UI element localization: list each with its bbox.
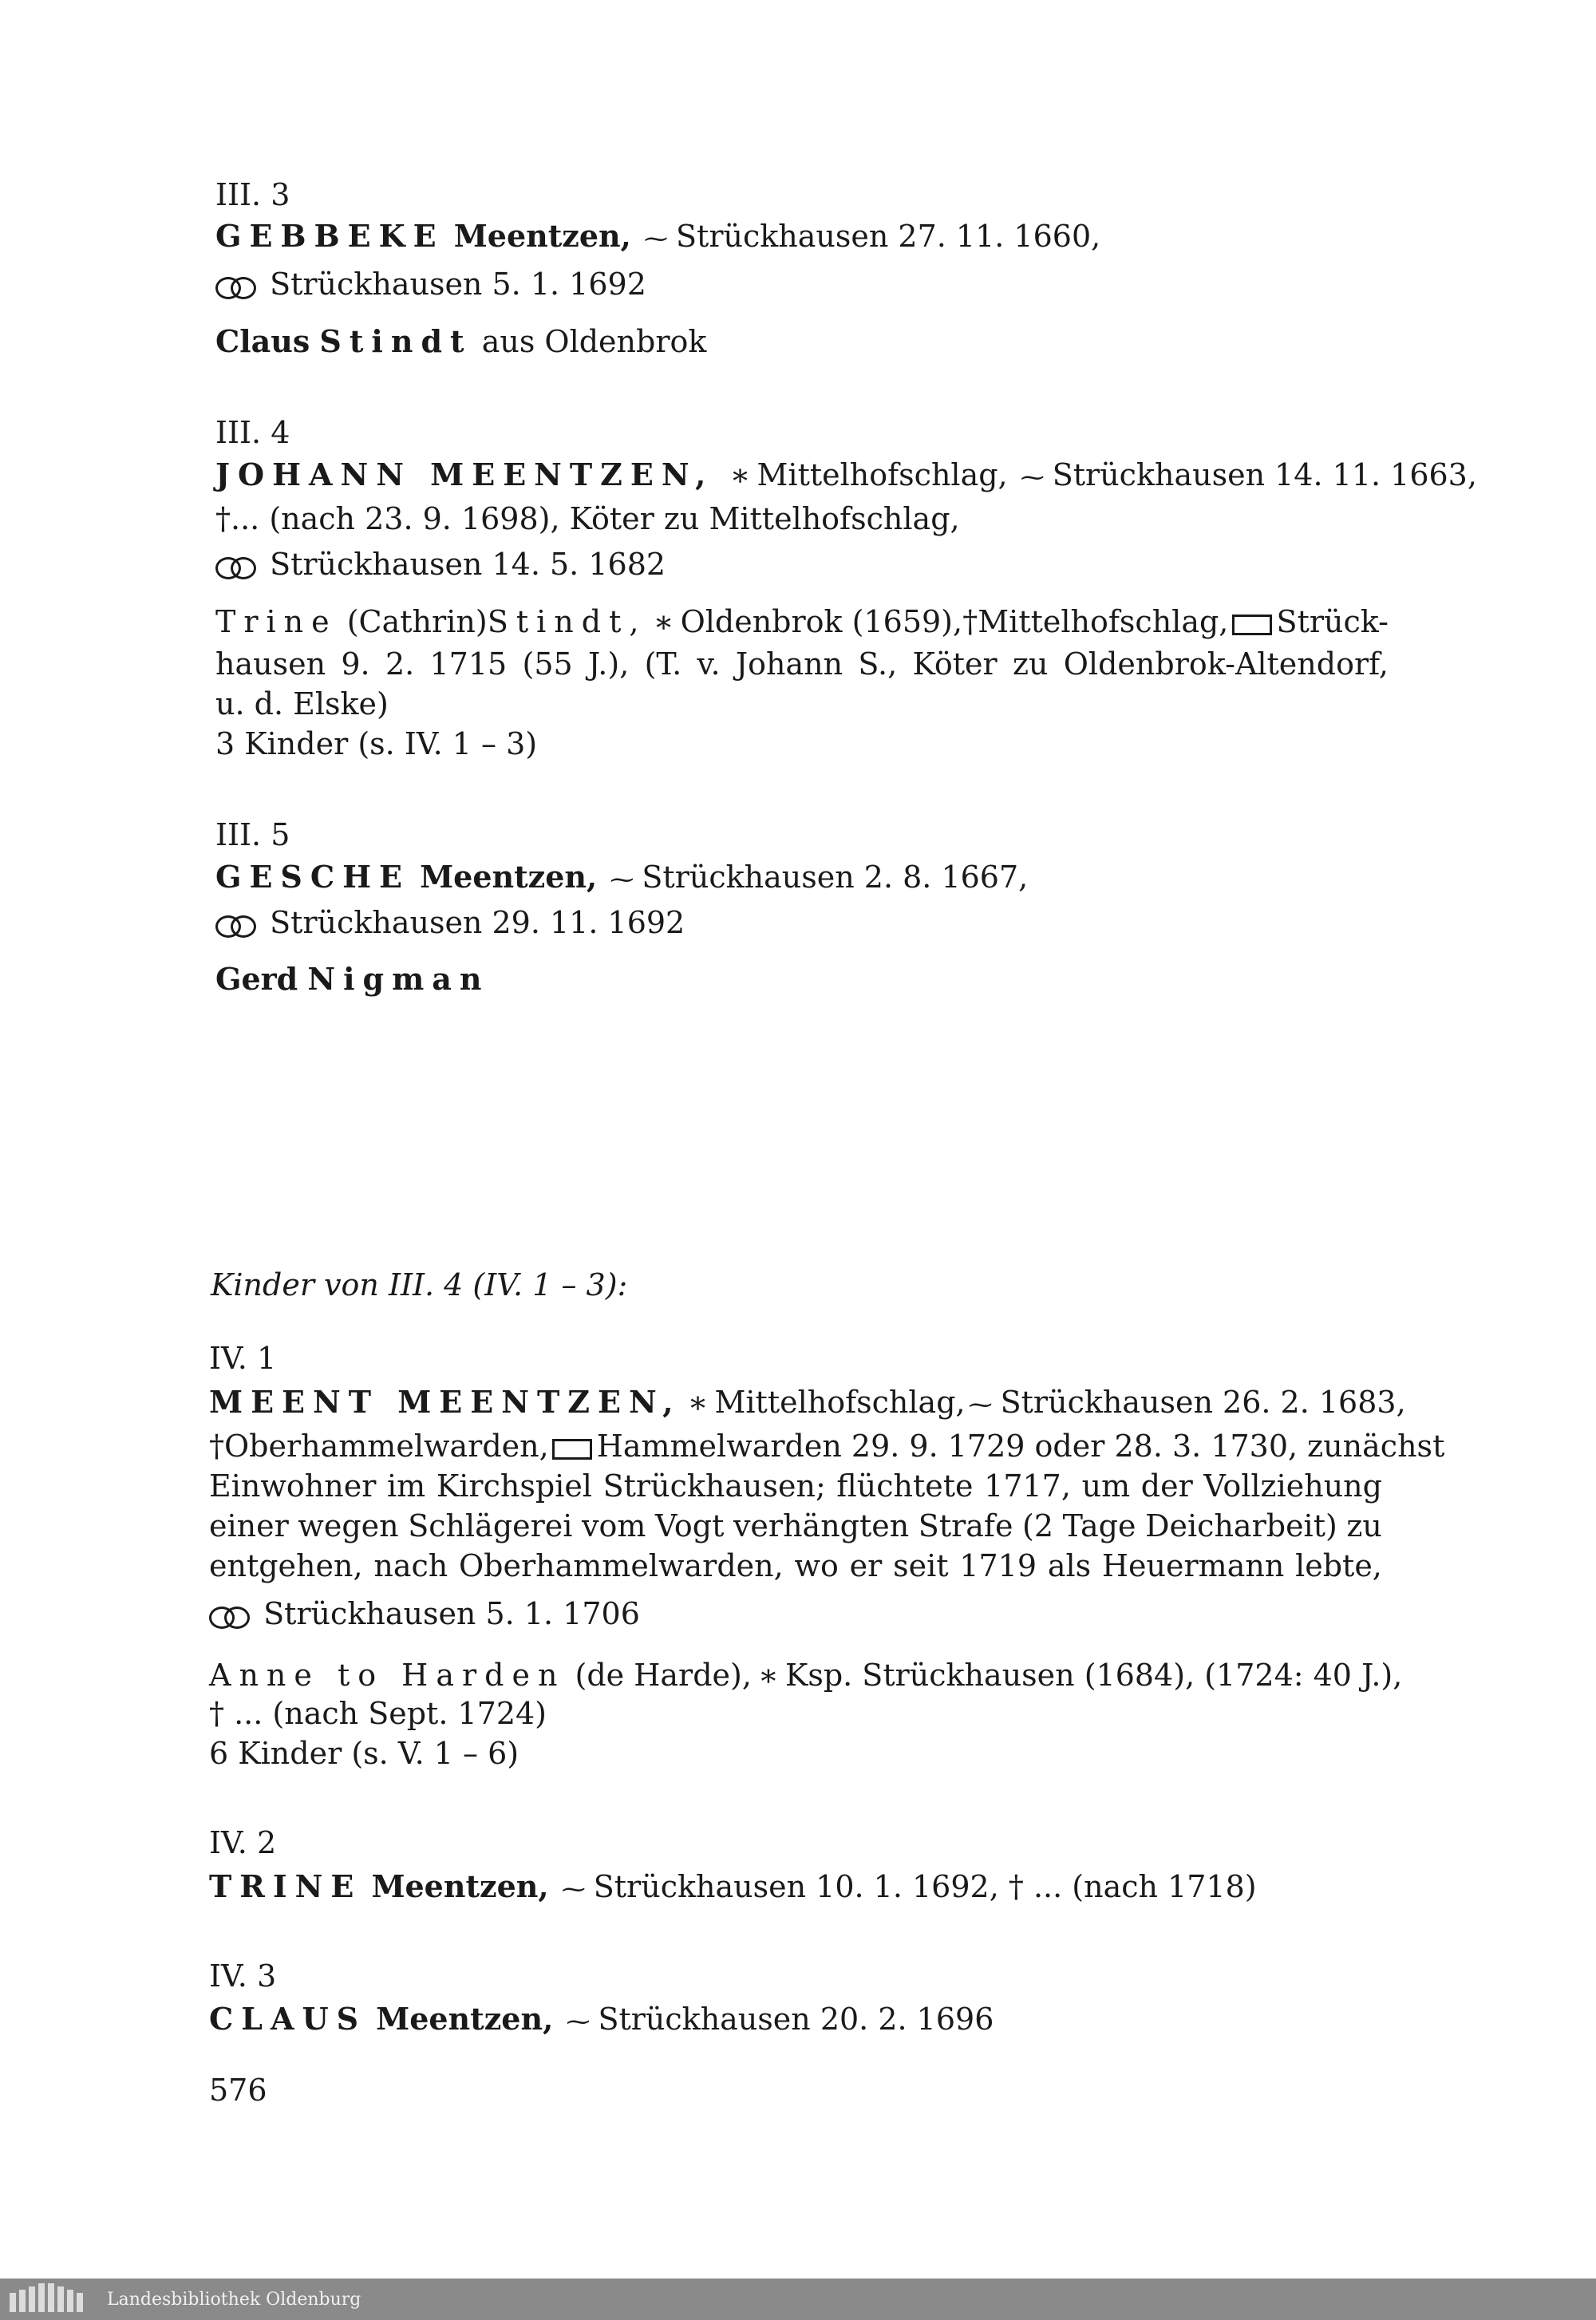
entry-ref: III. 4 [215,415,290,450]
library-footer [0,2279,1596,2320]
death-cross-icon: † [215,501,231,536]
entry-ref: IV. 2 [209,1825,277,1860]
spouse-line: Trine (Cathrin) Stindt, ∗ Oldenbrok (1659), †Mittelhofschlag, Strück- [215,604,1389,639]
burial-box-icon [1232,615,1272,635]
person-name: CLAUS [209,2001,367,2037]
marriage-line: Strückhausen 14. 5. 1682 [215,545,666,583]
death-cross-icon: † [209,1696,224,1731]
entry-ref: IV. 3 [209,1958,277,1994]
death-line: † ... (nach Sept. 1724) [209,1696,547,1731]
entry-heading: MEENT MEENTZEN, ∗ Mittelhofschlag, ⁓ Strückhausen 26. 2. 1683, [209,1383,1382,1425]
death-cross-icon: † [962,604,978,639]
baptism-icon: ⁓ [561,1875,586,1903]
baptism-icon: ⁓ [1020,463,1045,492]
spouse-line: Anne to Harden (de Harde), ∗ Ksp. Strückhausen (1684), (1724: 40 J.), [209,1658,1403,1693]
marriage-rings-icon [215,915,254,936]
person-name: TRINE [209,1868,362,1904]
birth-star-icon: ∗ [758,1658,779,1693]
body-text: entgehen, nach Oberhammelwarden, wo er seit 1719 als Heuermann lebte, [209,1548,1382,1583]
baptism-icon: ⁓ [968,1390,993,1419]
birth-star-icon: ∗ [729,457,751,492]
entry-ref: III. 3 [215,177,290,212]
marriage-rings-icon [215,277,254,298]
death-cross-icon: † [209,1429,224,1464]
library-building-icon [6,2283,96,2315]
body-text: Einwohner im Kirchspiel Strückhausen; flüchtete 1717, um der Vollziehung [209,1468,1382,1504]
spouse-line: Claus Stindt aus Oldenbrok [215,323,707,359]
marriage-rings-icon [215,557,254,578]
children-count: 3 Kinder (s. IV. 1 – 3) [215,726,538,761]
spouse-line: Gerd Nigman [215,961,490,997]
death-cross-icon: † [1008,1869,1024,1904]
person-name: GESCHE [215,859,410,895]
children-count: 6 Kinder (s. V. 1 – 6) [209,1736,519,1771]
baptism-icon: ⁓ [566,2007,591,2036]
burial-box-icon [552,1439,592,1460]
marriage-line: Strückhausen 29. 11. 1692 [215,903,685,942]
section-heading: Kinder von III. 4 (IV. 1 – 3): [211,1267,628,1302]
library-name: Landesbibliothek Oldenburg [107,2289,361,2310]
person-name: MEENT MEENTZEN, [209,1384,681,1420]
person-name: JOHANN MEENTZEN, [215,456,714,492]
entry-heading: GESCHE Meentzen, ⁓ Strückhausen 2. 8. 1667, [215,858,1028,899]
marriage-rings-icon [209,1607,247,1627]
entry-heading: GEBBEKE Meentzen, ⁓ Strückhausen 27. 11. 1660, [215,217,1100,259]
baptism-icon: ⁓ [610,865,634,894]
death-line: †Oberhammelwarden, Hammelwarden 29. 9. 1729 oder 28. 3. 1730, zunächst [209,1429,1445,1464]
death-line: †... (nach 23. 9. 1698), Köter zu Mittelhofschlag, [215,501,960,536]
birth-star-icon: ∗ [687,1385,709,1420]
entry-ref: IV. 1 [209,1341,277,1376]
page-number: 576 [209,2073,267,2108]
spouse-details: u. d. Elske) [215,686,389,721]
entry-heading: TRINE Meentzen, ⁓ Strückhausen 10. 1. 1692, † ... (nach 1718) [209,1867,1257,1909]
birth-star-icon: ∗ [653,604,674,639]
person-name: GEBBEKE [215,218,444,254]
baptism-icon: ⁓ [644,224,669,253]
entry-heading: JOHANN MEENTZEN, ∗ Mittelhofschlag, ⁓ Strückhausen 14. 11. 1663, [215,456,1477,497]
spouse-details: hausen 9. 2. 1715 (55 J.), (T. v. Johann S., Köter zu Oldenbrok-Altendorf, [215,646,1389,682]
entry-ref: III. 5 [215,817,290,852]
marriage-line: Strückhausen 5. 1. 1692 [215,265,646,303]
marriage-line: Strückhausen 5. 1. 1706 [209,1595,640,1633]
body-text: einer wegen Schlägerei vom Vogt verhängten Strafe (2 Tage Deicharbeit) zu [209,1508,1382,1543]
entry-heading: CLAUS Meentzen, ⁓ Strückhausen 20. 2. 1696 [209,2000,994,2041]
